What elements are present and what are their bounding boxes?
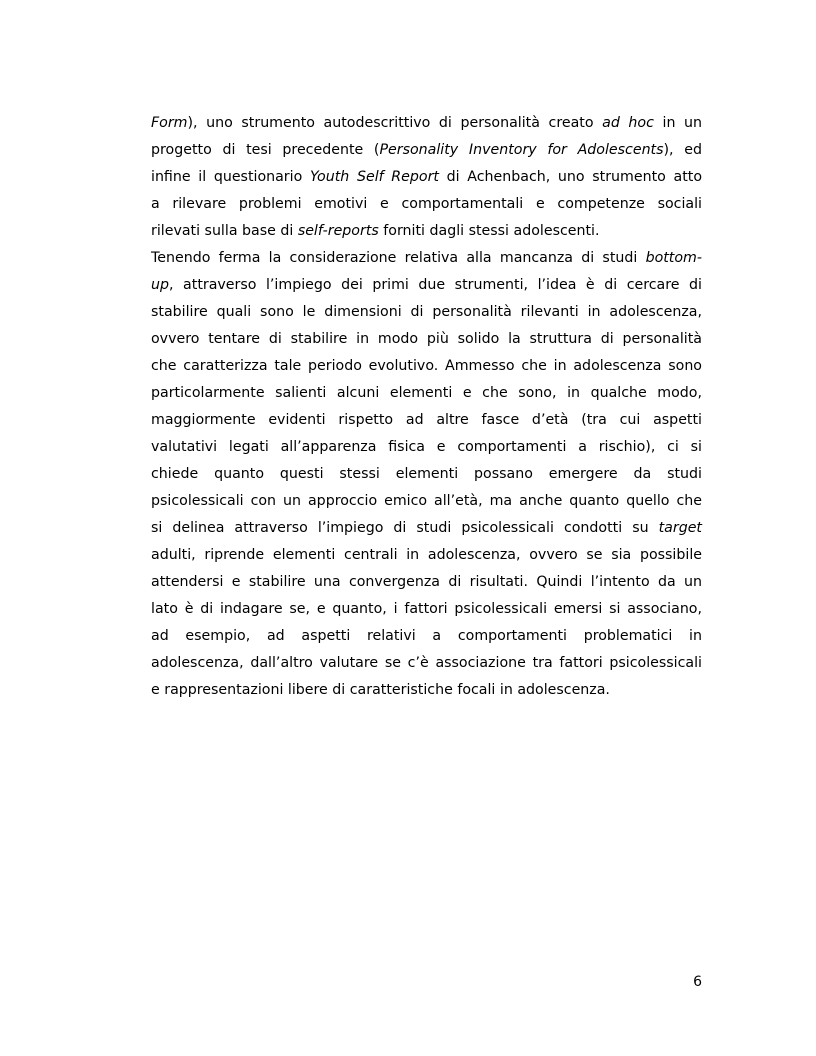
text-line: [151, 380, 702, 407]
text-line: [151, 272, 702, 299]
text-run: forniti dagli stessi adolescenti.: [378, 223, 600, 239]
text-line: [151, 515, 702, 542]
text-line: [151, 191, 702, 218]
text-run: di Achenbach, uno strumento atto: [438, 169, 702, 185]
text-run: psicolessicali con un approccio emico all’età, ma anche quanto quello che: [151, 493, 702, 509]
text-run: stabilire quali sono le dimensioni di personalità rilevanti in adolescenza,: [151, 304, 702, 320]
text-line: [151, 677, 702, 704]
text-line: [151, 110, 702, 137]
italic-text: self-reports: [297, 223, 379, 239]
text-line: [151, 245, 702, 272]
text-run: adolescenza, dall’altro valutare se c’è associazione tra fattori psicolessicali: [151, 655, 702, 671]
text-run: rilevati sulla base di: [151, 223, 298, 239]
text-line: [151, 137, 702, 164]
text-run: Tenendo ferma la considerazione relativa alla mancanza di studi: [151, 250, 646, 266]
text-run: particolarmente salienti alcuni elementi e che sono, in qualche modo,: [151, 385, 702, 401]
text-line: [151, 407, 702, 434]
text-run: infine il questionario: [151, 169, 310, 185]
text-run: in un: [653, 115, 703, 131]
text-run: si delinea attraverso l’impiego di studi psicolessicali condotti su: [151, 520, 659, 536]
italic-text: target: [658, 520, 702, 536]
text-run: ), uno strumento autodescrittivo di personalità creato: [187, 115, 603, 131]
text-line: [151, 596, 702, 623]
text-run: ad esempio, ad aspetti relativi a comportamenti problematici in: [151, 628, 702, 644]
italic-text: Personality Inventory for Adolescents: [379, 142, 664, 158]
page-number: 6: [693, 974, 702, 990]
text-run: attendersi e stabilire una convergenza di risultati. Quindi l’intento da un: [151, 574, 702, 590]
text-run: progetto di tesi precedente (: [151, 142, 380, 158]
text-run: a rilevare problemi emotivi e comportamentali e competenze sociali: [151, 196, 702, 212]
italic-text: bottom-: [645, 250, 702, 266]
text-run: valutativi legati all’apparenza fisica e comportamenti a rischio), ci si: [151, 439, 702, 455]
text-run: che caratterizza tale periodo evolutivo. Ammesso che in adolescenza sono: [151, 358, 702, 374]
italic-text: Form: [151, 115, 188, 131]
text-run: chiede quanto questi stessi elementi possano emergere da studi: [151, 466, 702, 482]
text-line: [151, 623, 702, 650]
text-run: ), ed: [663, 142, 702, 158]
text-run: e rappresentazioni libere di caratteristiche focali in adolescenza.: [151, 682, 610, 698]
text-line: [151, 164, 702, 191]
text-run: maggiormente evidenti rispetto ad altre fasce d’età (tra cui aspetti: [151, 412, 702, 428]
text-line: [151, 542, 702, 569]
italic-text: ad hoc: [602, 115, 654, 131]
text-run: adulti, riprende elementi centrali in adolescenza, ovvero se sia possibile: [151, 547, 702, 563]
text-run: , attraverso l’impiego dei primi due strumenti, l’idea è di cercare di: [169, 277, 702, 293]
text-line: [151, 353, 702, 380]
text-line: [151, 218, 702, 245]
text-run: lato è di indagare se, e quanto, i fattori psicolessicali emersi si associano,: [151, 601, 702, 617]
italic-text: Youth Self Report: [309, 169, 439, 185]
text-line: [151, 488, 702, 515]
text-line: [151, 569, 702, 596]
text-line: [151, 650, 702, 677]
text-run: ovvero tentare di stabilire in modo più solido la struttura di personalità: [151, 331, 702, 347]
text-line: [151, 434, 702, 461]
italic-text: up: [151, 277, 169, 293]
text-line: [151, 326, 702, 353]
text-line: [151, 461, 702, 488]
text-line: [151, 299, 702, 326]
